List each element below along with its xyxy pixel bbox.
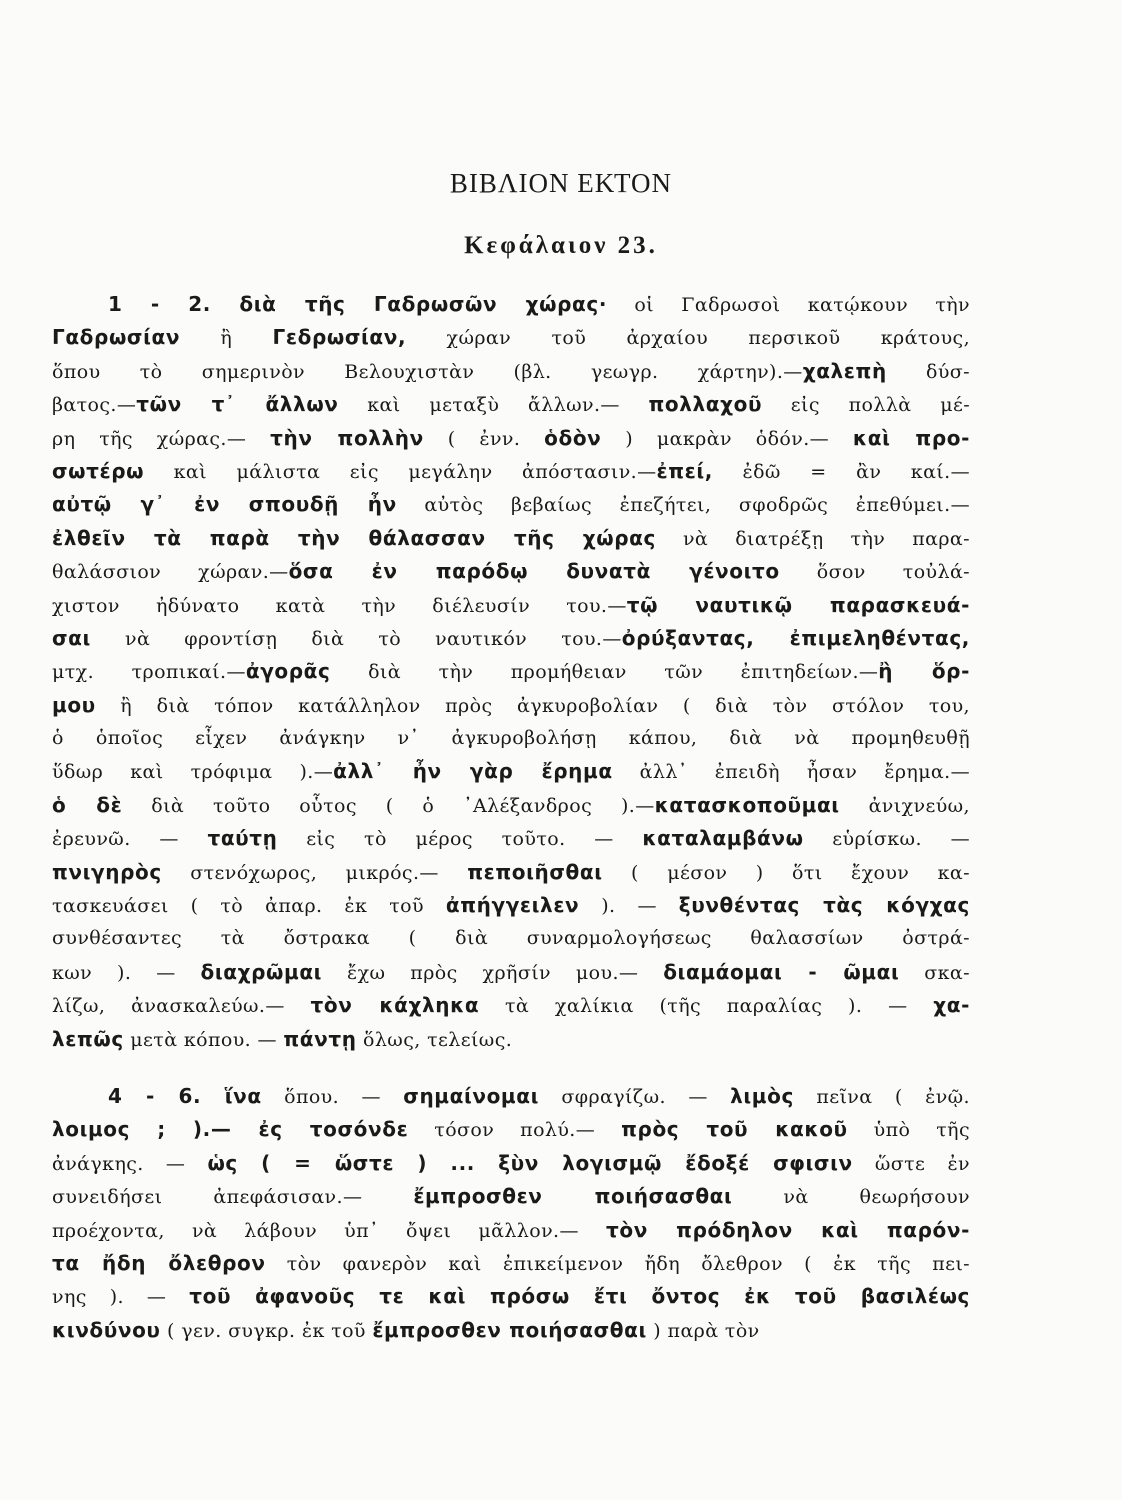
lemma-term: τὴν πολλὴν [270, 425, 424, 450]
text-line [52, 889, 970, 922]
gloss-text: ὅλως, τελείως. [356, 1028, 513, 1051]
gloss-text: οἱ Γαδρωσοὶ κατῴκουν τὴν [607, 294, 970, 316]
lemma-term: ἀπήγγειλεν [445, 893, 580, 918]
gloss-text: μτχ. τροπικαί.— [52, 661, 246, 684]
text-line [52, 856, 970, 889]
gloss-text: νὰ φροντίσῃ διὰ τὸ ναυτικόν του.— [90, 627, 622, 650]
gloss-text: δύσ- [886, 360, 970, 383]
lemma-term: ὡς ( = ὥστε ) ... ξὺν λογισμῷ ἔδοξέ σφισιν [207, 1150, 853, 1175]
gloss-text: εὑρίσκω. — [803, 828, 970, 851]
gloss-text: ἀνιχνεύω, [839, 794, 970, 817]
lemma-term: ἐπεί, [656, 458, 713, 483]
lemma-term: Γαδρωσίαν [52, 325, 181, 350]
text-line [52, 1280, 970, 1313]
gloss-text: προέχοντα, νὰ λάβουν ὑπ᾽ ὄψει μᾶλλον.— [52, 1219, 606, 1242]
text-line [52, 755, 970, 788]
lemma-term: πάντῃ [283, 1026, 357, 1051]
gloss-text: ὥστε ἐν [852, 1152, 970, 1175]
lemma-term: διαχρῶμαι [200, 959, 323, 984]
gloss-text: τὰ χαλίκια (τῆς παραλίας ). — [479, 995, 934, 1018]
lemma-term: ὅσα ἐν παρόδῳ δυνατὰ γένοιτο [288, 559, 780, 584]
gloss-text: ἐδῶ = ἂν καί.— [713, 460, 970, 483]
lemma-term: πεποιῆσθαι [467, 859, 603, 884]
lemma-term: πρὸς τοῦ κακοῦ [621, 1117, 848, 1142]
lemma-term: τὸν κάχληκα [310, 993, 480, 1018]
gloss-text: θαλάσσιον χώραν.— [52, 561, 289, 584]
text-line [52, 1080, 970, 1113]
lemma-term: λοιμος ; ).— ἐς τοσόνδε [52, 1117, 409, 1142]
text-line [52, 522, 970, 555]
text-line [52, 555, 970, 588]
text-line [52, 1247, 970, 1280]
lemma-term: ἐλθεῖν τὰ παρὰ τὴν θάλασσαν τῆς χώρας [52, 525, 656, 550]
gloss-text: ἢ [180, 327, 273, 350]
lemma-term: τῶν τ᾽ ἄλλων [136, 392, 339, 417]
gloss-text: βατος.— [52, 394, 137, 417]
lemma-term: κατασκοποῦμαι [654, 792, 840, 817]
lemma-term: πνιγηρὸς [52, 859, 162, 884]
lemma-term: ἔμπροσθεν ποιήσασθαι [372, 1317, 647, 1342]
gloss-text: νης ). — [52, 1286, 190, 1309]
commentary-text [52, 288, 970, 1347]
book-title: ΒΙΒΛΙΟΝ ΕΚΤΟΝ [449, 168, 673, 198]
lemma-term: ὁ δὲ [52, 792, 123, 817]
gloss-text: εἰς πολλὰ μέ- [762, 394, 970, 417]
chapter-title: Κεφάλαιον 23. [464, 232, 658, 259]
lemma-term: κινδύνου [52, 1317, 161, 1342]
gloss-text: σφραγίζω. — [538, 1085, 731, 1108]
gloss-text: τόσον πολύ.— [408, 1119, 622, 1142]
lemma-term: λεπῶς [52, 1026, 124, 1051]
gloss-text: ( γεν. συγκρ. ἐκ τοῦ [160, 1319, 373, 1342]
text-line [52, 822, 970, 855]
gloss-text: ρη τῆς χώρας.— [52, 427, 271, 450]
text-line [52, 455, 970, 488]
text-line [52, 956, 970, 989]
text-line [52, 288, 970, 321]
text-line [52, 922, 970, 955]
text-line [52, 789, 970, 822]
text-line [52, 422, 970, 455]
gloss-text: διὰ τοῦτο οὗτος ( ὁ ᾽Αλέξανδρος ).— [122, 794, 655, 817]
gloss-text: ὕδωρ καὶ τρόφιμα ).— [52, 761, 334, 784]
lemma-term: τὸν πρόδηλον καὶ παρόν- [605, 1217, 970, 1242]
text-line [52, 989, 970, 1022]
gloss-text: καὶ μάλιστα εἰς μεγάλην ἀπόστασιν.— [144, 460, 657, 483]
text-line [52, 655, 970, 688]
lemma-term: διαμάομαι - ῶμαι [663, 959, 900, 984]
lemma-term: πολλαχοῦ [648, 392, 763, 417]
gloss-text: ὅπου τὸ σημερινὸν Βελουχιστὰν (βλ. γεωγρ. χάρτην).— [52, 360, 803, 383]
lemma-term: ἀγορᾶς [245, 659, 331, 684]
text-line [52, 388, 970, 421]
gloss-text: ἢ διὰ τόπον κατάλληλον πρὸς ἀγκυροβολίαν ( διὰ τὸν στόλον του, [95, 694, 970, 717]
text-line [52, 488, 970, 521]
lemma-term: καὶ προ- [852, 425, 970, 450]
lemma-term: καταλαμβάνω [642, 826, 804, 851]
gloss-text: συνθέσαντες τὰ ὄστρακα ( διὰ συναρμολογήσεως θαλασσίων ὀστρά- [52, 927, 970, 950]
gloss-text: τασκευάσει ( τὸ ἀπαρ. ἐκ τοῦ [52, 895, 446, 918]
lemma-term: ὁδὸν [544, 425, 602, 450]
gloss-text: σκα- [899, 961, 970, 984]
text-line [52, 1147, 970, 1180]
text-line [52, 589, 970, 622]
gloss-text: ἀλλ᾽ ἐπειδὴ ἦσαν ἔρημα.— [612, 761, 970, 784]
gloss-text: στενόχωρος, μικρός.— [161, 861, 468, 884]
gloss-text: εἰς τὸ μέρος τοῦτο. — [277, 828, 643, 851]
gloss-text: ( ἐνν. [423, 427, 545, 450]
gloss-text: καὶ μεταξὺ ἄλλων.— [338, 394, 649, 417]
lemma-term: σωτέρω [52, 458, 145, 483]
text-line [52, 622, 970, 655]
lemma-term: ἔμπροσθεν ποιήσασθαι [413, 1184, 733, 1209]
text-line [52, 1113, 970, 1146]
lemma-term: ταύτῃ [207, 826, 278, 851]
gloss-text: ὅπου. — [261, 1085, 404, 1108]
gloss-text: ) μακρὰν ὁδόν.— [601, 427, 853, 450]
text-line [52, 689, 970, 722]
gloss-text: χιστον ἠδύνατο κατὰ τὴν διέλευσίν του.— [52, 594, 627, 617]
lemma-term: 1 - 2. διὰ τῆς Γαδρωσῶν χώρας· [108, 292, 608, 316]
gloss-text: ὁ ὁποῖος εἶχεν ἀνάγκην ν᾽ ἀγκυροβολήσῃ κάπου, διὰ νὰ προμηθευθῇ [52, 727, 970, 750]
text-line [52, 1180, 970, 1213]
gloss-text: ἀνάγκης. — [52, 1152, 208, 1175]
lemma-term: ὀρύξαντας, ἐπιμεληθέντας, [621, 625, 970, 650]
lemma-term: ξυνθέντας τὰς κόγχας [678, 893, 970, 918]
gloss-text: ὅσον τοὐλά- [779, 561, 970, 584]
text-line [52, 1314, 970, 1347]
text-line [52, 355, 970, 388]
gloss-text: πεῖνα ( ἐνῷ. [793, 1085, 970, 1108]
lemma-term: λιμὸς [730, 1083, 794, 1108]
lemma-term: ἢ ὅρ- [878, 659, 970, 684]
lemma-term: χαλεπὴ [802, 358, 887, 383]
gloss-text: νὰ θεωρήσουν [732, 1186, 970, 1209]
gloss-text: χώραν τοῦ ἀρχαίου περσικοῦ κράτους, [406, 327, 970, 350]
gloss-text: ἔχω πρὸς χρῆσίν μου.— [322, 961, 664, 984]
lemma-term: μου [52, 692, 96, 717]
lemma-term: τα ἤδη ὄλεθρον [52, 1250, 266, 1275]
gloss-text: ) παρὰ τὸν [646, 1319, 760, 1342]
text-line [52, 321, 970, 354]
lemma-term: τοῦ ἀφανοῦς τε καὶ πρόσω ἔτι ὄντος ἐκ τοῦ βασιλέως [189, 1284, 970, 1309]
lemma-term: 4 - 6. ἵνα [108, 1083, 262, 1108]
gloss-text: ἐρευνῶ. — [52, 828, 208, 851]
gloss-text: λίζω, ἀνασκαλεύω.— [52, 995, 311, 1018]
gloss-text: ὑπὸ τῆς [847, 1119, 970, 1142]
gloss-text: τὸν φανερὸν καὶ ἐπικείμενον ἤδη ὄλεθρον ( ἐκ τῆς πει- [265, 1252, 970, 1275]
gloss-text: διὰ τὴν προμήθειαν τῶν ἐπιτηδείων.— [330, 661, 879, 684]
text-line [52, 722, 970, 755]
lemma-term: σαι [52, 625, 91, 650]
gloss-text: μετὰ κόπου. — [123, 1028, 284, 1051]
lemma-term: ἀλλ᾽ ἦν γὰρ ἔρημα [333, 759, 613, 784]
lemma-term: Γεδρωσίαν, [272, 325, 407, 350]
gloss-text: συνειδήσει ἀπεφάσισαν.— [52, 1186, 414, 1209]
lemma-term: σημαίνομαι [403, 1083, 539, 1108]
lemma-term: χα- [933, 993, 970, 1018]
gloss-text: νὰ διατρέξῃ τὴν παρα- [655, 527, 970, 550]
lemma-term: τῷ ναυτικῷ παρασκευά- [626, 592, 970, 617]
gloss-text: ). — [579, 895, 679, 918]
gloss-text: κων ). — [52, 961, 201, 984]
gloss-text: αὐτὸς βεβαίως ἐπεζήτει, σφοδρῶς ἐπεθύμει.— [396, 494, 970, 517]
lemma-term: αὐτῷ γ᾽ ἐν σπουδῇ ἦν [52, 492, 397, 517]
gloss-text: ( μέσον ) ὅτι ἔχουν κα- [602, 861, 970, 884]
text-line [52, 1214, 970, 1247]
text-line [52, 1023, 970, 1056]
